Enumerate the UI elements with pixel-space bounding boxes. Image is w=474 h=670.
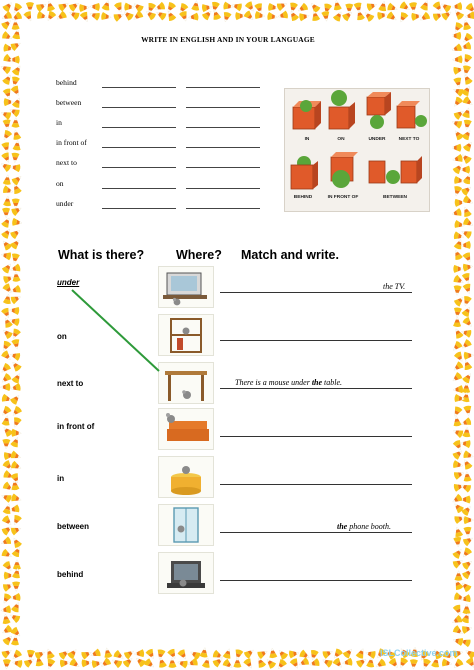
heading-where: Where? bbox=[176, 248, 222, 262]
cube-label-next-to: NEXT TO bbox=[398, 137, 420, 142]
prep-word: on bbox=[56, 179, 64, 188]
match-word-in-front-of: in front of bbox=[57, 422, 95, 431]
cube-label-on: ON bbox=[337, 137, 345, 142]
prep-word: next to bbox=[56, 158, 77, 167]
match-word-between: between bbox=[57, 522, 90, 531]
match-word-under: under bbox=[57, 278, 80, 287]
prep-word: between bbox=[56, 98, 82, 107]
cube-label-between: BETWEEN bbox=[383, 195, 407, 200]
answer-text-6: the phone booth. bbox=[337, 522, 392, 531]
cube-label-behind: BEHIND bbox=[293, 195, 313, 200]
match-word-behind: behind bbox=[57, 570, 84, 579]
prep-word: under bbox=[56, 199, 74, 208]
answer-text-1: the TV. bbox=[383, 282, 406, 291]
watermark: ISLCollective.com bbox=[380, 648, 458, 658]
prep-word: in bbox=[56, 118, 62, 127]
match-word-in: in bbox=[57, 474, 65, 483]
worksheet-title: WRITE IN ENGLISH AND IN YOUR LANGUAGE bbox=[141, 35, 315, 44]
prep-word: in front of bbox=[56, 138, 87, 147]
prep-word: behind bbox=[56, 78, 77, 87]
heading-match-and-write: Match and write. bbox=[241, 248, 339, 262]
answer-text-3: There is a mouse under the table. bbox=[235, 378, 343, 387]
cube-label-in-front-of: IN FRONT OF bbox=[327, 195, 359, 200]
cube-label-under: UNDER bbox=[368, 137, 386, 142]
match-word-next-to: next to bbox=[57, 379, 84, 388]
cube-label-in: IN bbox=[304, 137, 310, 142]
heading-what-is-there: What is there? bbox=[58, 248, 145, 262]
match-word-on: on bbox=[57, 332, 67, 341]
